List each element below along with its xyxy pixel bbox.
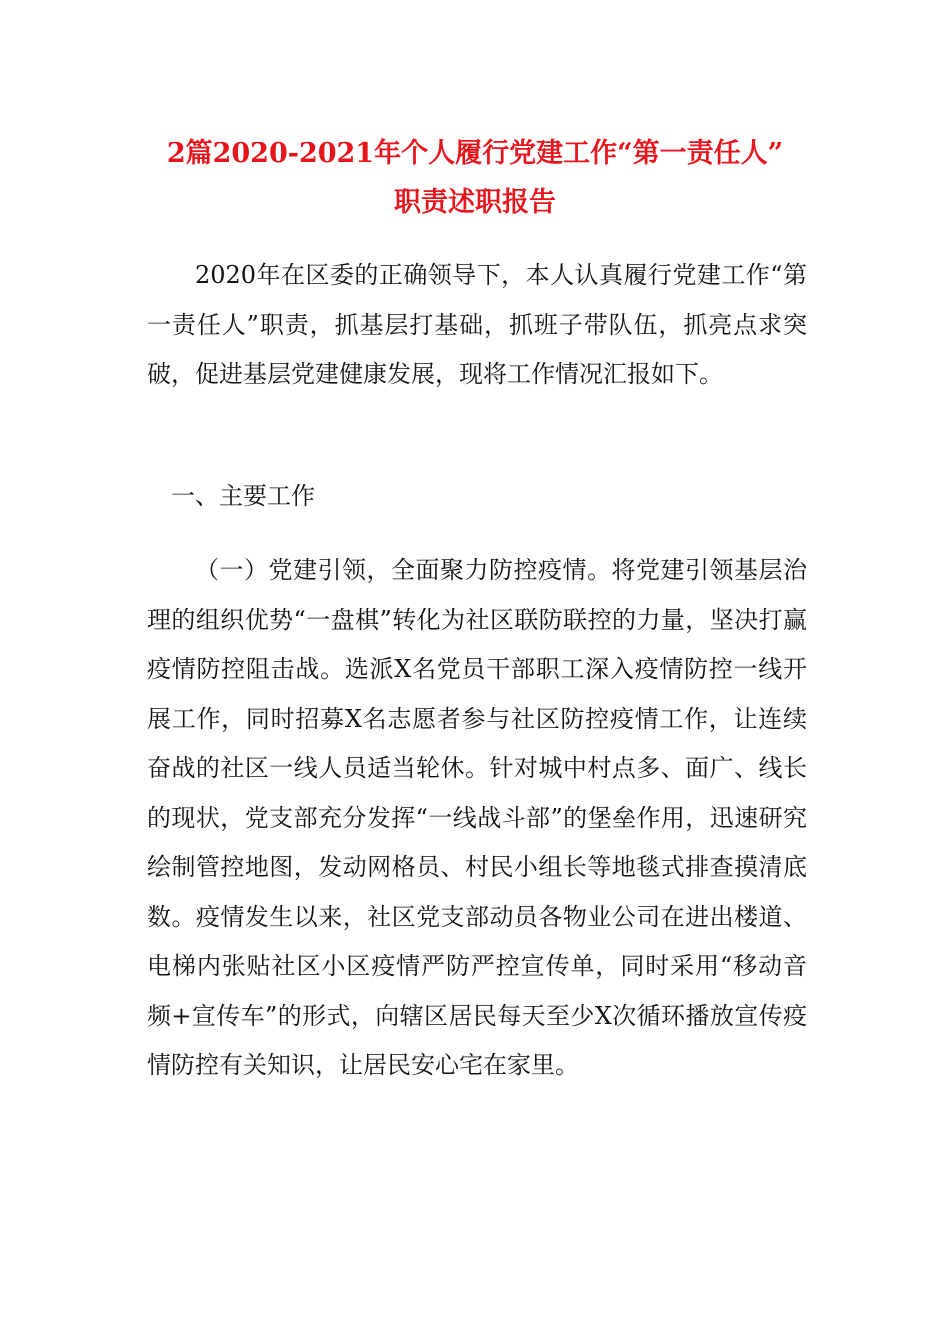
section-heading: 一、主要工作 [171,482,315,510]
document-title-line-2: 职责述职报告 [394,187,556,218]
intro-paragraph: 2020年在区委的正确领导下，本人认真履行党建工作“第一责任人”职责，抓基层打基础，抓班子带队伍，抓亮点求突破，促进基层党建健康发展，现将工作情况汇报如下。 [147,261,807,388]
document-title-line-1: 2篇2020-2021年个人履行党建工作“第一责任人” [166,138,784,169]
section-paragraph: （一）党建引领，全面聚力防控疫情。将党建引领基层治理的组织优势“一盘棋”转化为社区联防联控的力量，坚决打赢疫情防控阻击战。选派X名党员干部职工深入疫情防控一线开展工作，同时招募X名志愿者参与社区防控疫情工作，让连续奋战的社区一线人员适当轮休。针对城中村点多、面广、线长的现状，党支部充分发挥“一线战斗部”的堡垒作用，迅速研究绘制管控地图，发动网格员、村民小组长等地毯式排查摸清底数。疫情发生以来，社区党支部动员各物业公司在进出楼道、电梯内张贴社区小区疫情严防严控宣传单，同时采用“移动音频+宣传车”的形式，向辖区居民每天至少X次循环播放宣传疫情防控有关知识，让居民安心宅在家里。 [147,556,807,1079]
